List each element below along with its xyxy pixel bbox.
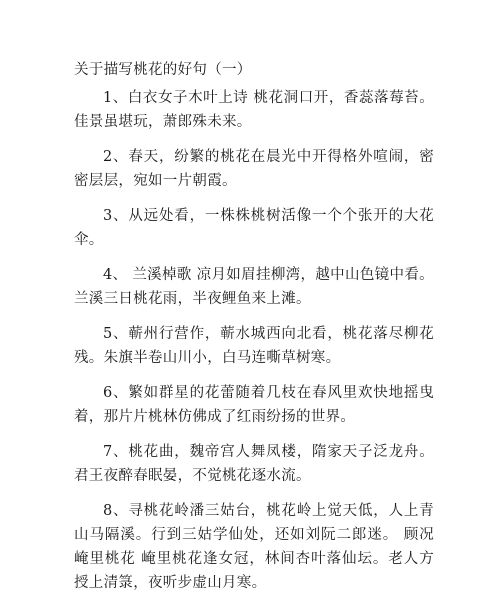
sentence-item-3: 3、从远处看，一株株桃树活像一个个张开的大花伞。 — [74, 208, 434, 248]
document-title: 关于描写桃花的好句（一） — [74, 62, 252, 78]
document-page — [74, 58, 434, 606]
sentence-item-2: 2、春天，纷繁的桃花在晨光中开得格外喧闹，密密层层，宛如一片朝霞。 — [74, 149, 434, 189]
sentence-item-7: 7、桃花曲，魏帝宫人舞凤楼，隋家天子泛龙舟。君王夜醉春眠晏，不觉桃花逐水流。 — [74, 444, 434, 484]
sentence-item-1: 1、白衣女子木叶上诗 桃花洞口开，香蕊落莓苔。佳景虽堪玩，萧郎殊未来。 — [74, 90, 434, 130]
sentence-item-5: 5、蕲州行营作，蕲水城西向北看，桃花落尽柳花残。朱旗半卷山川小，白马连嘶草树寒。 — [74, 326, 434, 366]
sentence-item-6: 6、繁如群星的花蕾随着几枝在春风里欢快地摇曳着，那片片桃林仿佛成了红雨纷扬的世界。 — [74, 385, 434, 425]
sentence-item-4: 4、 兰溪棹歌 凉月如眉挂柳湾，越中山色镜中看。兰溪三日桃花雨，半夜鲤鱼来上滩。 — [74, 267, 434, 307]
sentence-item-8: 8、寻桃花岭潘三姑台，桃花岭上觉天低，人上青山马隔溪。行到三姑学仙处，还如刘阮二郎迷。 顾况 崦里桃花 崦里桃花逢女冠，林间杏叶落仙坛。老人方授上清箓，夜听步虚山月寒。 — [74, 503, 434, 591]
